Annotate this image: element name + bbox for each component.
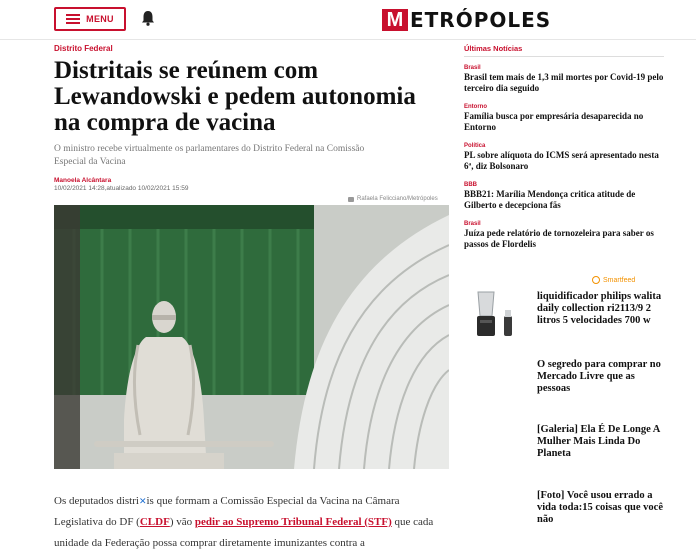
smartfeed-text: Smartfeed [603,276,636,284]
blender-image[interactable] [472,290,522,340]
article-author[interactable]: Manoela Alcântara [54,177,112,184]
body-text-d: que cada unidade da Federação possa comprar diretamente imunizantes contra a [54,516,434,549]
logo-text: ETRÓPOLES [410,8,552,32]
sponsored-item[interactable]: [Galeria] Ela É De Longe A Mulher Mais Linda Do Planeta [537,424,660,459]
site-header [0,0,696,40]
news-title: PL sobre alíquota do ICMS será apresentado nesta 6ª, diz Bolsonaro [464,150,659,171]
photo-credit [348,196,438,202]
article-body [54,491,446,552]
sponsored-item[interactable]: liquidificador philips walita daily collection ri2113/9 2 litros 5 velocidades 700 w [537,291,662,326]
news-category: Brasil [464,65,481,71]
news-title: Brasil tem mais de 1,3 mil mortes por Covid-19 pelo terceiro dia seguido [464,72,664,93]
body-text-a: Os deputados distri [54,495,139,507]
body-text-c: ) vão [169,516,195,528]
news-item[interactable] [464,182,664,211]
camera-icon [348,197,354,202]
news-category: Política [464,143,486,149]
bell-icon[interactable] [141,10,155,26]
site-logo[interactable] [382,8,551,32]
news-title: BBB21: Marília Mendonça critica atitude de Gilberto e decepciona fãs [464,189,636,210]
news-category: BBB [464,182,477,188]
news-item[interactable] [464,65,664,94]
photo-credit-text: Rafaela Felicciano/Metrópoles [357,196,438,202]
news-item[interactable] [464,221,664,250]
news-category: Brasil [464,221,481,227]
sponsored-item[interactable]: O segredo para comprar no Mercado Livre que as pessoas [537,359,661,394]
logo-initial: M [382,9,408,31]
article-subtitle: O ministro recebe virtualmente os parlamentares do Distrito Federal na Comissão Especial da Vacina [54,144,365,167]
news-item[interactable] [464,143,664,172]
menu-button[interactable] [54,7,126,31]
latest-news-title: Últimas Notícias [464,44,523,53]
sidebar-divider [464,56,664,57]
stf-link[interactable]: pedir ao Supremo Tribunal Federal (STF) [194,516,392,528]
smartfeed-label[interactable] [592,276,635,284]
cursor-icon: ✕ [138,496,147,506]
body-text-b: is que formam a Comissão Especial da Vacina na Câmara Legislativa do DF ( [54,495,400,528]
news-title: Família busca por empresária desaparecida no Entorno [464,111,644,132]
news-item[interactable] [464,104,664,133]
smartfeed-icon [592,276,600,284]
hamburger-icon [66,14,80,24]
menu-label: MENU [86,14,114,24]
sponsored-item[interactable]: [Foto] Você usou errado a vida toda:15 coisas que você não [537,490,663,525]
article-photo [54,205,449,469]
article-dates: 10/02/2021 14:28,atualizado 10/02/2021 15:59 [54,185,189,192]
justice-statue-image [54,205,449,469]
article-category[interactable]: Distrito Federal [54,44,113,53]
cldf-link[interactable]: CLDF [139,516,170,528]
article-headline: Distritais se reúnem com Lewandowski e pedem autonomia na compra de vacina [54,57,416,136]
news-title: Juíza pede relatório de tornozeleira para saber os passos de Flordelis [464,228,654,249]
news-category: Entorno [464,104,487,110]
